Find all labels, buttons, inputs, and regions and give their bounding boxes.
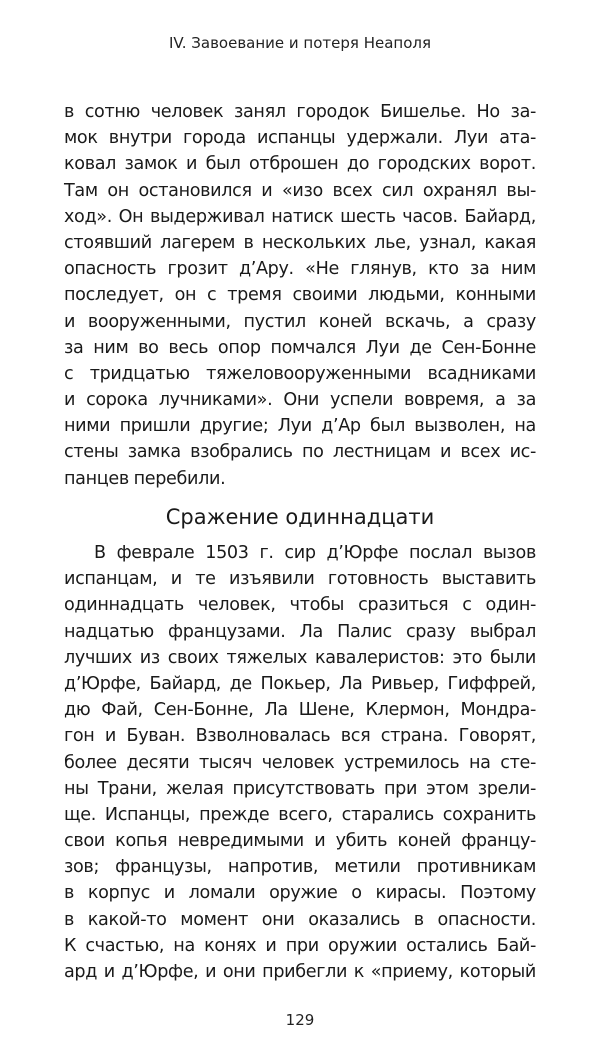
text-line: дю Фай, Сен-Бонне, Ла Шене, Клермон, Мондра- xyxy=(64,700,536,721)
text-line: гон и Буван. Взволновалась вся страна. Говорят, xyxy=(64,726,536,747)
text-line: свои копья невредимыми и убить коней францу- xyxy=(64,831,536,852)
text-line: и вооруженными, пустил коней вскачь, а сразу xyxy=(64,311,536,332)
paragraph-2 xyxy=(64,540,536,985)
text-line: стоявший лагерем в нескольких лье, узнал, какая xyxy=(64,232,536,253)
text-line: В феврале 1503 г. сир д’Юрфе послал вызов xyxy=(94,543,536,563)
section-heading: Сражение одиннадцати xyxy=(165,505,435,529)
text-line: Там он остановился и «изо всех сил охранял вы- xyxy=(64,180,536,201)
text-line: д’Юрфе, Байард, де Покьер, Ла Ривьер, Гиффрей, xyxy=(64,673,536,694)
text-line: ними пришли другие; Луи д’Ар был вызволен, на xyxy=(64,416,536,437)
text-line: в корпус и ломали оружие о кирасы. Поэтому xyxy=(64,883,536,904)
text-line: более десяти тысяч человек устремилось на сте- xyxy=(64,752,536,773)
text-line: ще. Испанцы, прежде всего, старались сохранить xyxy=(64,804,536,825)
text-line: последует, он с тремя своими людьми, конными xyxy=(64,285,536,306)
text-line: надцатью французами. Ла Палис сразу выбрал xyxy=(64,621,536,642)
text-line: за ним во весь опор помчался Луи де Сен-Бонне xyxy=(64,337,536,358)
text-line: ны Трани, желая присутствовать при этом зрели- xyxy=(64,778,536,799)
text-line: в сотню человек занял городок Бишелье. Но за- xyxy=(64,102,536,122)
text-line: лучших из своих тяжелых кавалеристов: это были xyxy=(64,647,536,668)
text-line: опасность грозит д’Ару. «Не глянув, кто за ним xyxy=(64,259,536,280)
text-line: мок внутри города испанцы удержали. Луи ата- xyxy=(64,128,536,149)
text-line: и сорока лучниками». Они успели вовремя, а за xyxy=(64,390,536,411)
running-head: IV. Завоевание и потеря Неаполя xyxy=(168,34,431,52)
paragraph-1 xyxy=(64,99,536,492)
text-line: в какой-то момент они оказались в опасности. xyxy=(64,909,536,930)
text-line: стены замка взобрались по лестницам и всех ис- xyxy=(64,442,536,463)
text-line: ард и д’Юрфе, и они прибегли к «приему, который xyxy=(64,962,536,982)
text-line: одиннадцать человек, чтобы сразиться с один- xyxy=(64,595,536,616)
text-line: ход». Он выдерживал натиск шесть часов. Байард, xyxy=(64,206,536,227)
text-line: с тридцатью тяжеловооруженными всадниками xyxy=(64,363,536,384)
text-line: зов; французы, напротив, метили противникам xyxy=(64,857,536,878)
text-line: испанцам, и те изъявили готовность выставить xyxy=(64,569,536,590)
text-line: панцев перебили. xyxy=(64,468,226,489)
page-number: 129 xyxy=(285,1011,315,1029)
text-line: К счастью, на конях и при оружии остались Бай- xyxy=(64,935,536,956)
text-line: ковал замок и был отброшен до городских ворот. xyxy=(64,154,536,175)
